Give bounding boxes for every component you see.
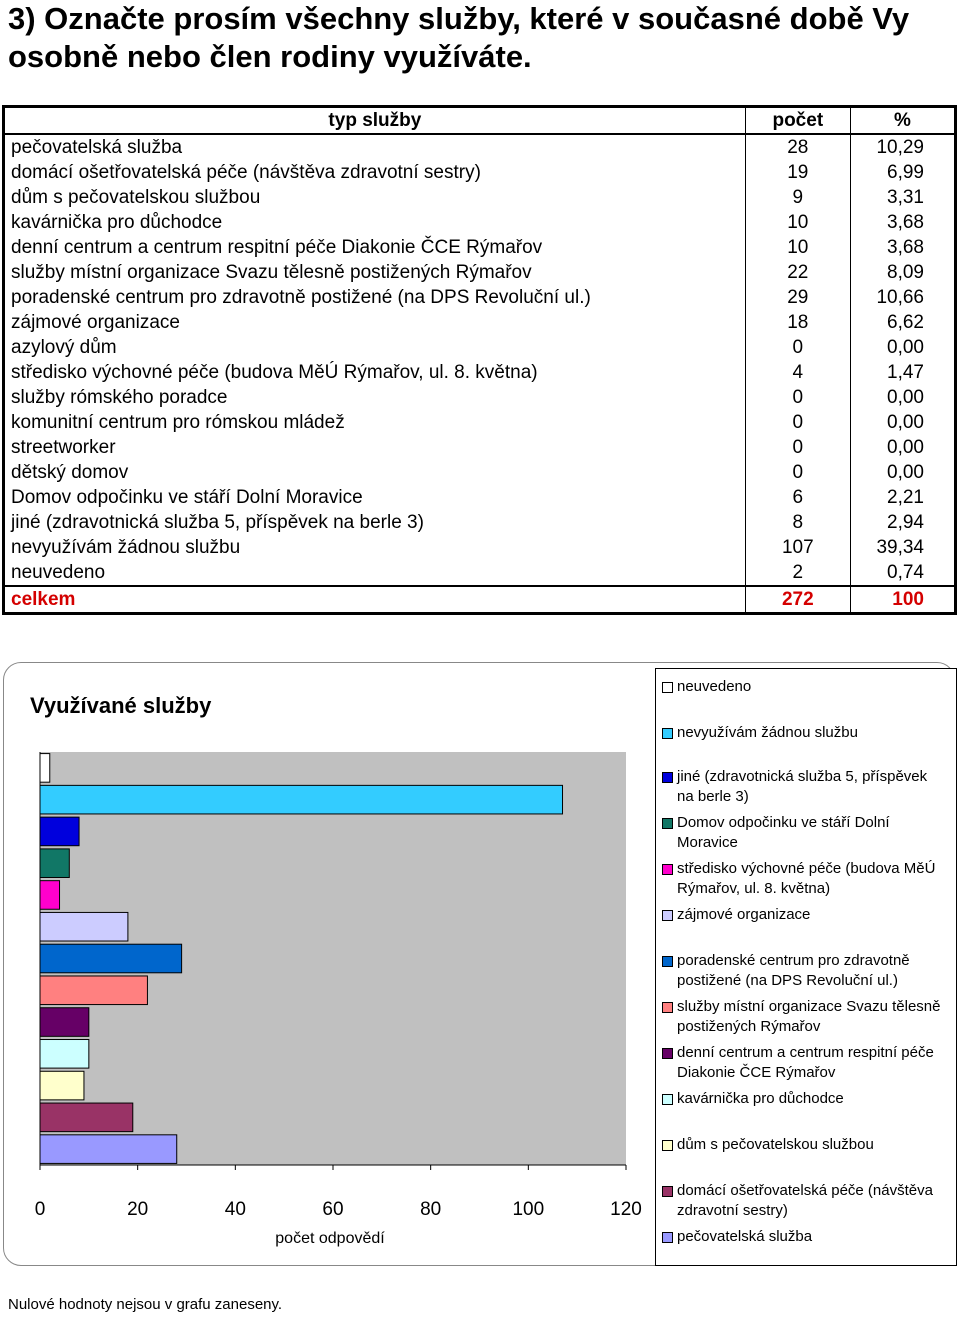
legend-label: kavárnička pro důchodce xyxy=(677,1090,844,1107)
count-cell: 107 xyxy=(745,535,850,560)
x-axis-title: počet odpovědí xyxy=(275,1230,385,1247)
percent-cell: 0,00 xyxy=(850,410,955,435)
legend-label: neuvedeno xyxy=(677,678,752,695)
bar xyxy=(40,1040,89,1069)
x-tick-label: 120 xyxy=(610,1199,642,1220)
legend-swatch xyxy=(662,1002,673,1013)
count-cell: 19 xyxy=(745,160,850,185)
legend-label: poradenské centrum pro zdravotně postižené (na DPS Revoluční ul.) xyxy=(677,952,910,989)
count-cell: 4 xyxy=(745,360,850,385)
percent-cell: 100 xyxy=(850,586,955,614)
percent-cell: 0,00 xyxy=(850,460,955,485)
header-count: počet xyxy=(745,107,850,135)
bar xyxy=(40,849,69,878)
bar xyxy=(40,912,128,941)
legend-swatch xyxy=(662,818,673,829)
legend-swatch xyxy=(662,772,673,783)
service-name-cell: Domov odpočinku ve stáří Dolní Moravice xyxy=(4,485,746,510)
service-name-cell: streetworker xyxy=(4,435,746,460)
percent-cell: 8,09 xyxy=(850,260,955,285)
legend-label: pečovatelská služba xyxy=(677,1228,813,1245)
legend-swatch xyxy=(662,728,673,739)
count-cell: 22 xyxy=(745,260,850,285)
count-cell: 18 xyxy=(745,310,850,335)
count-cell: 28 xyxy=(745,134,850,160)
x-tick-label: 0 xyxy=(34,1199,46,1220)
legend-label: dům s pečovatelskou službou xyxy=(677,1136,874,1153)
legend-label: Domov odpočinku ve stáří Dolní Moravice xyxy=(677,814,890,851)
percent-cell: 39,34 xyxy=(850,535,955,560)
count-cell: 0 xyxy=(745,385,850,410)
service-name-cell: dětský domov xyxy=(4,460,746,485)
service-name-cell: středisko výchovné péče (budova MěÚ Rýmařov, ul. 8. května) xyxy=(4,360,746,385)
legend-label: středisko výchovné péče (budova MěÚ Rýmařov, ul. 8. května) xyxy=(677,860,936,897)
percent-cell: 0,00 xyxy=(850,435,955,460)
percent-cell: 10,29 xyxy=(850,134,955,160)
count-cell: 6 xyxy=(745,485,850,510)
header-service: typ služby xyxy=(4,107,746,135)
legend-swatch xyxy=(662,1140,673,1151)
legend-swatch xyxy=(662,910,673,921)
legend-label: domácí ošetřovatelská péče (návštěva zdravotní sestry) xyxy=(677,1182,933,1219)
legend-swatch xyxy=(662,1186,673,1197)
bar xyxy=(40,881,60,910)
service-name-cell: komunitní centrum pro rómskou mládež xyxy=(4,410,746,435)
x-tick-label: 40 xyxy=(224,1199,246,1220)
service-name-cell: dům s pečovatelskou službou xyxy=(4,185,746,210)
header-pct: % xyxy=(850,107,955,135)
legend-swatch xyxy=(662,1232,673,1243)
count-cell: 10 xyxy=(745,210,850,235)
service-name-cell: denní centrum a centrum respitní péče Diakonie ČCE Rýmařov xyxy=(4,235,746,260)
bar xyxy=(40,817,79,846)
count-cell: 0 xyxy=(745,460,850,485)
legend-label: jiné (zdravotnická služba 5, příspěvek na berle 3) xyxy=(677,768,928,805)
service-name-cell: kavárnička pro důchodce xyxy=(4,210,746,235)
footnote: Nulové hodnoty nejsou v grafu zaneseny. xyxy=(8,1296,283,1313)
percent-cell: 10,66 xyxy=(850,285,955,310)
legend-swatch xyxy=(662,682,673,693)
service-name-cell: neuvedeno xyxy=(4,560,746,586)
count-cell: 29 xyxy=(745,285,850,310)
count-cell: 0 xyxy=(745,410,850,435)
service-name-cell: celkem xyxy=(4,586,746,614)
x-tick-label: 80 xyxy=(420,1199,442,1220)
bar xyxy=(40,944,182,973)
chart-legend xyxy=(655,668,957,1266)
count-cell: 272 xyxy=(745,586,850,614)
service-name-cell: zájmové organizace xyxy=(4,310,746,335)
percent-cell: 2,94 xyxy=(850,510,955,535)
count-cell: 0 xyxy=(745,435,850,460)
service-name-cell: nevyužívám žádnou službu xyxy=(4,535,746,560)
x-tick-label: 20 xyxy=(127,1199,149,1220)
legend-label: nevyužívám žádnou službu xyxy=(677,724,858,741)
percent-cell: 1,47 xyxy=(850,360,955,385)
percent-cell: 0,00 xyxy=(850,335,955,360)
chart-title: Využívané služby xyxy=(30,693,212,718)
legend-label: zájmové organizace xyxy=(677,906,811,923)
percent-cell: 0,74 xyxy=(850,560,955,586)
bar xyxy=(40,785,563,814)
percent-cell: 3,68 xyxy=(850,210,955,235)
percent-cell: 2,21 xyxy=(850,485,955,510)
x-tick-label: 60 xyxy=(322,1199,344,1220)
percent-cell: 0,00 xyxy=(850,385,955,410)
x-tick-label: 100 xyxy=(512,1199,545,1220)
count-cell: 0 xyxy=(745,335,850,360)
service-name-cell: poradenské centrum pro zdravotně postižené (na DPS Revoluční ul.) xyxy=(4,285,746,310)
legend-swatch xyxy=(662,1094,673,1105)
count-cell: 10 xyxy=(745,235,850,260)
percent-cell: 3,68 xyxy=(850,235,955,260)
service-name-cell: azylový dům xyxy=(4,335,746,360)
legend-label: denní centrum a centrum respitní péče Diakonie ČCE Rýmařov xyxy=(677,1044,934,1081)
service-name-cell: služby rómského poradce xyxy=(4,385,746,410)
service-name-cell: domácí ošetřovatelská péče (návštěva zdravotní sestry) xyxy=(4,160,746,185)
count-cell: 8 xyxy=(745,510,850,535)
bar xyxy=(40,1071,84,1100)
percent-cell: 3,31 xyxy=(850,185,955,210)
percent-cell: 6,99 xyxy=(850,160,955,185)
bar xyxy=(40,1103,133,1132)
service-name-cell: služby místní organizace Svazu tělesně postižených Rýmařov xyxy=(4,260,746,285)
count-cell: 2 xyxy=(745,560,850,586)
legend-swatch xyxy=(662,1048,673,1059)
legend-label: služby místní organizace Svazu tělesně postižených Rýmařov xyxy=(677,998,941,1035)
page-heading: 3) Označte prosím všechny služby, které v současné době Vy osobně nebo člen rodiny využíváte. xyxy=(8,1,910,74)
bar xyxy=(40,1008,89,1037)
count-cell: 9 xyxy=(745,185,850,210)
percent-cell: 6,62 xyxy=(850,310,955,335)
service-name-cell: jiné (zdravotnická služba 5, příspěvek na berle 3) xyxy=(4,510,746,535)
bar xyxy=(40,754,50,783)
bar xyxy=(40,1135,177,1164)
legend-swatch xyxy=(662,864,673,875)
bar xyxy=(40,976,147,1005)
legend-swatch xyxy=(662,956,673,967)
service-name-cell: pečovatelská služba xyxy=(4,134,746,160)
